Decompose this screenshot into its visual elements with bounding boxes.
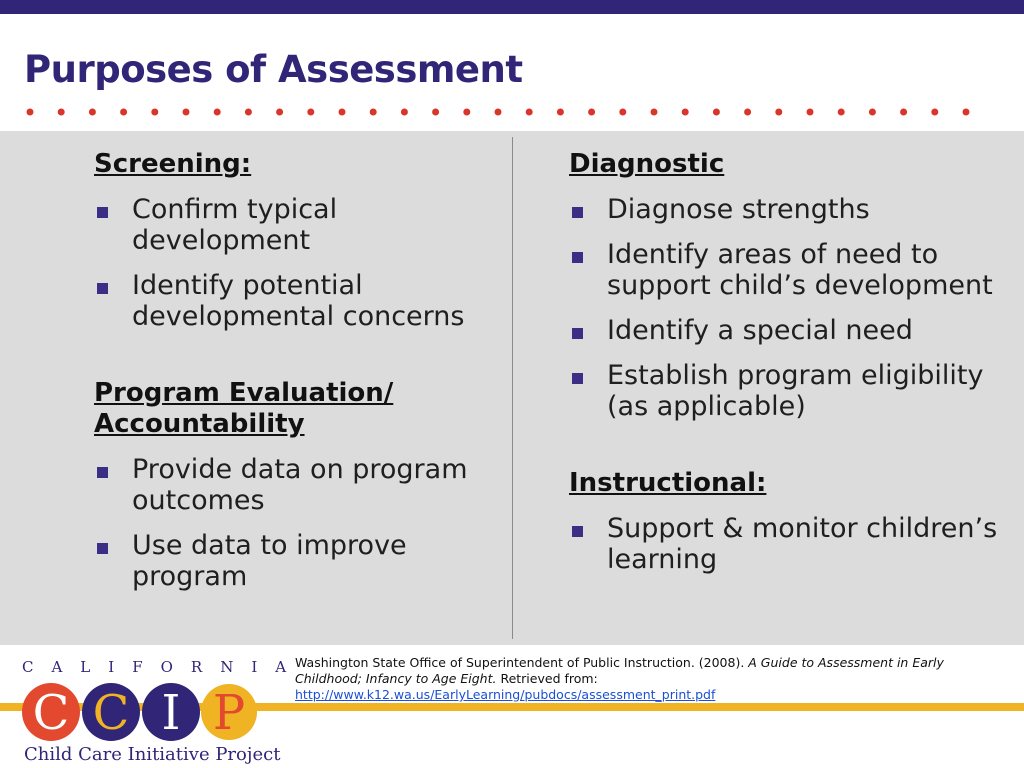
screening-list [94,194,494,332]
list-item: Use data to improve program [94,530,494,592]
divider-dot [869,109,876,116]
evaluation-list [94,454,494,592]
citation: Washington State Office of Superintendent of Public Instruction. (2008). A Guide to Assessment in Early Childhood; Infancy to Age Eight. Retrieved from: http://www.k12.wa.us/EarlyLearning/pubdocs/assessment_print.pdf [295,655,944,702]
logo-letter: C [92,685,130,741]
square-bullet-icon [97,543,108,554]
divider-dot [27,109,34,116]
logo-subtitle: Child Care Initiative Project [24,744,281,765]
square-bullet-icon [572,328,583,339]
list-item: Identify areas of need to support child’s development [569,239,1009,301]
divider-dot [838,109,845,116]
ccip-logo [22,658,305,768]
divider-dot [432,109,439,116]
list-item: Identify potential developmental concerns [94,270,494,332]
divider-dot [619,109,626,116]
list-item: Identify a special need [569,315,1009,346]
divider-dot [401,109,408,116]
screening-heading: Screening: [94,149,252,179]
left-column [94,149,494,592]
divider-dot [307,109,314,116]
evaluation-heading: Program Evaluation/ Accountability [94,378,394,439]
diagnostic-list [569,194,1009,422]
divider-dot [963,109,970,116]
divider-dot [682,109,689,116]
list-item: Confirm typical development [94,194,494,256]
column-divider [512,137,513,639]
right-column [569,149,1009,575]
citation-link[interactable]: http://www.k12.wa.us/EarlyLearning/pubdocs/assessment_print.pdf [295,687,716,702]
list-item: Provide data on program outcomes [94,454,494,516]
divider-dot [557,109,564,116]
instructional-heading: Instructional: [569,468,767,498]
square-bullet-icon [572,207,583,218]
square-bullet-icon [572,526,583,537]
slide-title: Purposes of Assessment [24,48,523,91]
logo-letter: P [212,685,246,741]
divider-dot [588,109,595,116]
square-bullet-icon [572,252,583,263]
divider-dot [151,109,158,116]
divider-dot [900,109,907,116]
square-bullet-icon [572,373,583,384]
list-item: Support & monitor children’s learning [569,513,1009,575]
dotted-divider [24,106,984,118]
divider-dot [245,109,252,116]
divider-dot [931,109,938,116]
divider-dot [89,109,96,116]
diagnostic-heading: Diagnostic [569,149,725,179]
divider-dot [744,109,751,116]
instructional-list [569,513,1009,575]
list-item: Diagnose strengths [569,194,1009,225]
square-bullet-icon [97,207,108,218]
divider-dot [120,109,127,116]
divider-dot [463,109,470,116]
divider-dot [495,109,502,116]
logo-letter: I [161,685,181,741]
square-bullet-icon [97,283,108,294]
divider-dot [713,109,720,116]
citation-title: A Guide to Assessment in Early Childhood; Infancy to Age Eight. [295,655,944,686]
divider-dot [214,109,221,116]
top-bar [0,0,1024,14]
logo-state-word: CALIFORNIA [22,658,305,676]
divider-dot [807,109,814,116]
divider-dot [276,109,283,116]
divider-dot [651,109,658,116]
divider-dot [775,109,782,116]
logo-letter: C [32,685,70,741]
list-item: Establish program eligibility (as applicable) [569,360,1009,422]
divider-dot [370,109,377,116]
divider-dot [183,109,190,116]
divider-dot [526,109,533,116]
square-bullet-icon [97,467,108,478]
logo-circles [22,683,262,743]
divider-dot [58,109,65,116]
divider-dot [339,109,346,116]
